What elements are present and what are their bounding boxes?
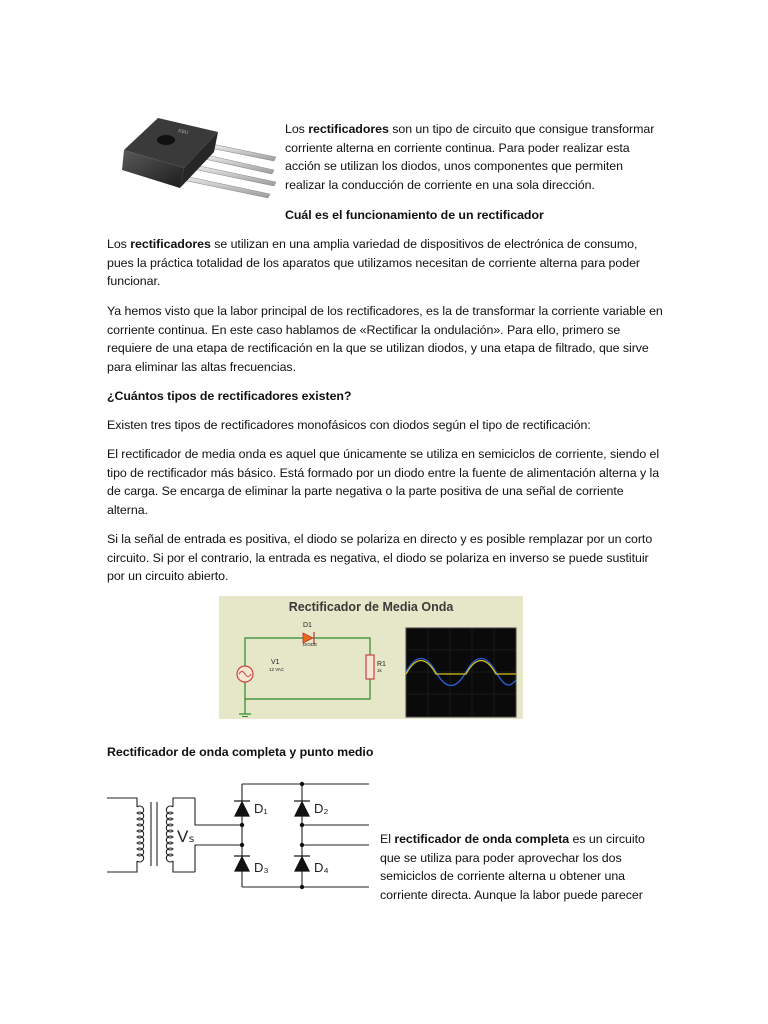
bridge-rectifier-image: [118, 110, 276, 208]
source-sublabel: 12 VAC: [269, 667, 285, 672]
paragraph-onda-completa: [380, 830, 665, 904]
d2-label: D₂: [314, 801, 329, 816]
vs-label: Vₛ: [177, 827, 195, 846]
heading-funcionamiento: Cuál es el funcionamiento de un rectificador: [285, 208, 544, 222]
diode-sublabel: DIODE: [303, 642, 318, 647]
resistor-label: R1: [377, 661, 386, 668]
paragraph-labor: Ya hemos visto que la labor principal de los rectificadores, es la de transformar la corriente variable en corriente continua. En este caso hablamos de «Rectificar la ondulación». Para ello, primero se requiere de una etapa de rectificación en la que se utilizan diodos, y una etapa de filtrado, que sirve para eliminar las altas frecuencias.: [107, 304, 663, 374]
paragraph-media-onda: El rectificador de media onda es aquel que únicamente se utiliza en semiciclos de corriente, siendo el tipo de rectificador más básico. Está formado por un diodo entre la fuente de alimentación alterna y la de carga. Se encarga de eliminar la parte negativa o la parte positiva de una señal de corriente alterna.: [107, 447, 660, 517]
diode-d2-symbol: [295, 802, 309, 816]
figure-half-wave: [219, 596, 523, 719]
intro-lead: Los: [285, 122, 309, 136]
para6-lead: El: [380, 832, 395, 846]
para1-bold: rectificadores: [130, 237, 211, 251]
figure-full-wave: [107, 780, 369, 892]
para6-rest: es un circuito que se utiliza para poder aprovechar los dos semiciclos de corriente alterna u obtener una corriente directa. Aunque la labor puede parecer: [380, 832, 645, 902]
svg-text:KBU: KBU: [177, 128, 189, 137]
figure1-title: Rectificador de Media Onda: [288, 600, 454, 614]
source-label: V1: [271, 659, 280, 666]
d3-label: D₃: [254, 860, 269, 875]
oscilloscope-display: [406, 628, 516, 717]
intro-paragraph: [285, 120, 665, 194]
para1-rest: se utilizan en una amplia variedad de dispositivos de electrónica de consumo, pues la práctica totalidad de los aparatos que utilizamos necesitan de corriente alterna para poder funcionar.: [107, 237, 640, 289]
paragraph-tipos: Existen tres tipos de rectificadores monofásicos con diodos según el tipo de rectificación:: [107, 418, 591, 432]
heading-tipos: ¿Cuántos tipos de rectificadores existen?: [107, 389, 352, 403]
diode-d1-symbol: [235, 802, 249, 816]
ground-symbol: [239, 714, 251, 717]
d1-label: D₁: [254, 801, 268, 816]
diode-label: D1: [303, 622, 312, 629]
primary-coil: [137, 806, 144, 862]
para1-lead: Los: [107, 237, 131, 251]
resistor-sublabel: 1k: [377, 668, 382, 673]
ac-source-symbol: [237, 666, 253, 682]
para6-bold: rectificador de onda completa: [394, 832, 570, 846]
diode-d3-symbol: [235, 857, 249, 871]
paragraph-uso: [107, 235, 667, 291]
d4-label: D₄: [314, 860, 329, 875]
resistor-symbol: [366, 655, 374, 679]
intro-bold: rectificadores: [308, 122, 389, 136]
diode-d4-symbol: [295, 857, 309, 871]
paragraph-polarizacion: Si la señal de entrada es positiva, el diodo se polariza en directo y es posible remplazar por un corto circuito. Si por el contrario, la entrada es negativa, el diodo se polariza en inverso se puede sustituir por un circuito abierto.: [107, 532, 653, 584]
secondary-coil: [166, 806, 173, 862]
intro-rest: son un tipo de circuito que consigue transformar corriente alterna en corriente continua. Para poder realizar esta acción se utilizan los diodos, unos componentes que permiten realizar la conducción de corriente en una sola dirección.: [285, 122, 655, 192]
heading-onda-completa: Rectificador de onda completa y punto medio: [107, 745, 374, 759]
